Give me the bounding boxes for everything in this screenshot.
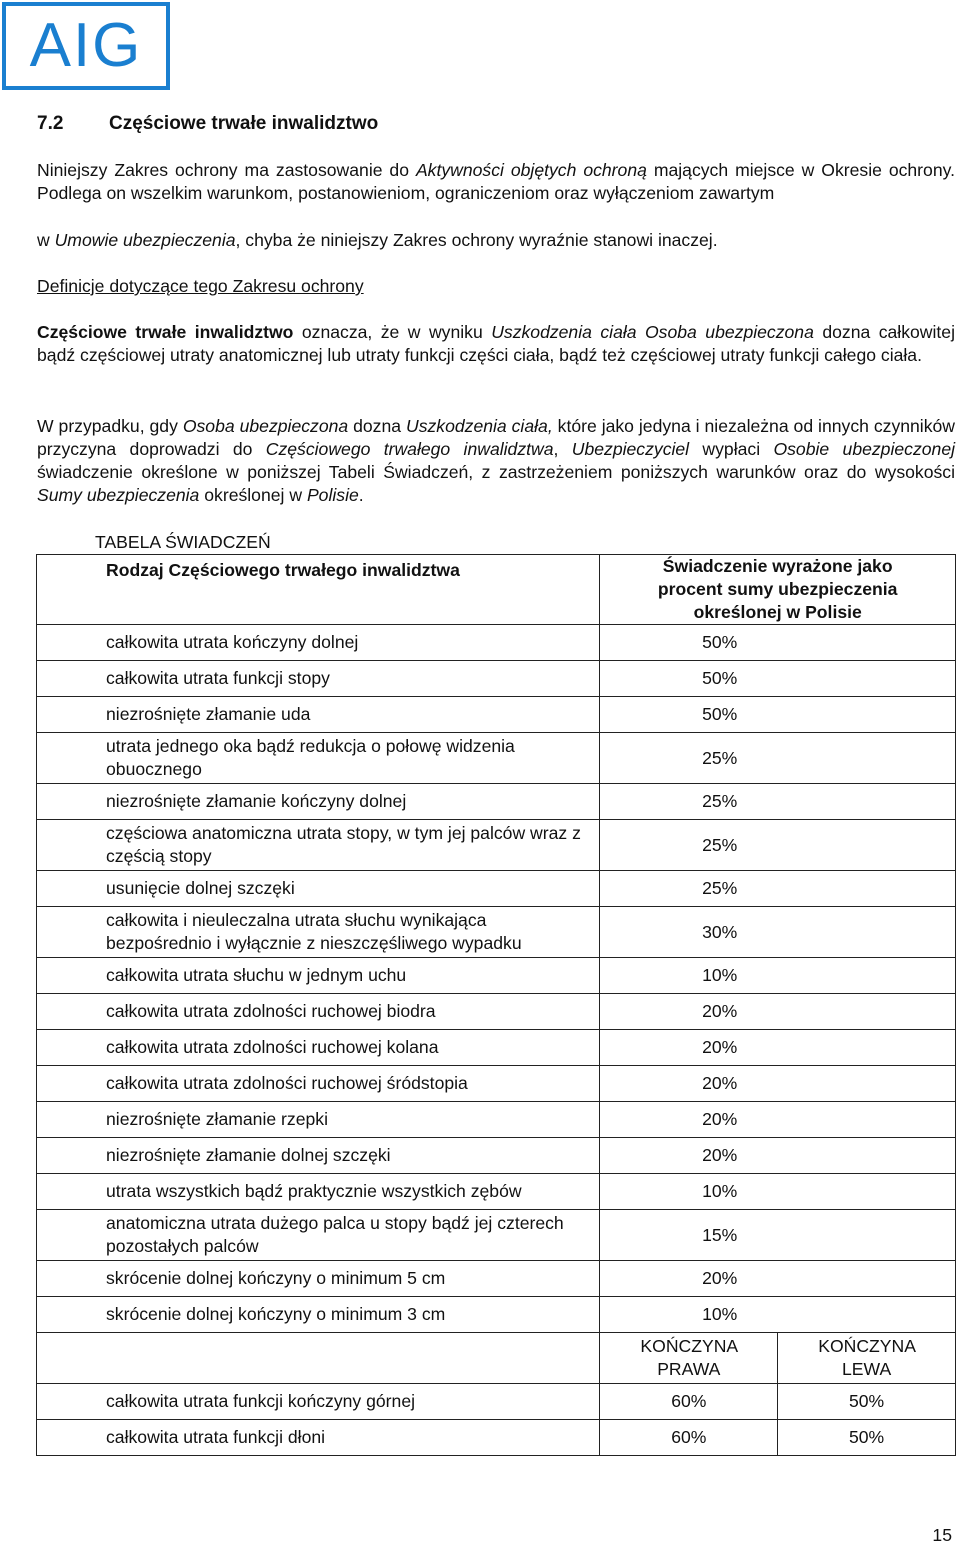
table-row (37, 958, 956, 994)
limb-row-left: 50% (778, 1384, 956, 1420)
table-row (37, 784, 956, 820)
row-label: częściowa anatomiczna utrata stopy, w tym jej palców wraz z częścią stopy (37, 820, 600, 871)
row-value: 50% (600, 661, 956, 697)
table-row (37, 661, 956, 697)
limb-row-label: całkowita utrata funkcji dłoni (37, 1420, 600, 1456)
intro-text-2: Aktywności objętych ochroną (415, 160, 647, 180)
limb-row (37, 1384, 956, 1420)
table-row (37, 907, 956, 958)
page-number: 15 (932, 1525, 952, 1545)
bp-f: Częściowego trwałego inwalidztwa (265, 439, 554, 459)
row-value: 25% (600, 784, 956, 820)
table-row (37, 1102, 956, 1138)
logo-text: AIG (29, 11, 143, 80)
row-value: 15% (600, 1210, 956, 1261)
intro-text-3: mających miejsce w Okresie ochrony. Podlega on wszelkim warunkom, postanowieniom, ograniczeniom oraz wyłączeniom zawartym (37, 160, 955, 203)
row-value: 20% (600, 1030, 956, 1066)
row-value: 20% (600, 1261, 956, 1297)
row-value: 50% (600, 697, 956, 733)
bp-d: Uszkodzenia ciała, (405, 416, 553, 436)
aig-logo (2, 2, 170, 90)
bp-n: Polisie (306, 485, 359, 505)
table-row (37, 1066, 956, 1102)
table-row (37, 1174, 956, 1210)
definitions-heading: Definicje dotyczące tego Zakresu ochrony (37, 276, 364, 296)
row-label: skrócenie dolnej kończyny o minimum 5 cm (37, 1261, 600, 1297)
row-label: niezrośnięte złamanie kończyny dolnej (37, 784, 600, 820)
benefit-paragraph (37, 415, 955, 507)
row-value: 20% (600, 1138, 956, 1174)
row-label: skrócenie dolnej kończyny o minimum 3 cm (37, 1297, 600, 1333)
bp-o: . (358, 485, 364, 505)
row-label: całkowita i nieuleczalna utrata słuchu wynikająca bezpośrednio i wyłącznie z nieszczęśliwego wypadku (37, 907, 600, 958)
intro-text-1: Niniejszy Zakres ochrony ma zastosowanie do (37, 160, 416, 180)
bp-m: określonej w (199, 485, 307, 505)
definition-term: Częściowe trwałe inwalidztwo (37, 322, 294, 342)
table-header-row (37, 555, 956, 625)
row-value: 25% (600, 820, 956, 871)
bp-c: dozna (348, 416, 406, 436)
row-label: niezrośnięte złamanie uda (37, 697, 600, 733)
definition-text-2: Uszkodzenia ciała Osoba ubezpieczona (491, 322, 814, 342)
limb-header-right: KOŃCZYNA PRAWA (600, 1333, 778, 1384)
row-label: całkowita utrata zdolności ruchowej kolana (37, 1030, 600, 1066)
table-row (37, 1030, 956, 1066)
limb-header-empty (37, 1333, 600, 1384)
section-title: Częściowe trwałe inwalidztwo (109, 113, 379, 134)
row-label: niezrośnięte złamanie dolnej szczęki (37, 1138, 600, 1174)
table-title: TABELA ŚWIADCZEŃ (95, 532, 271, 552)
row-value: 25% (600, 871, 956, 907)
row-label: całkowita utrata zdolności ruchowej śródstopia (37, 1066, 600, 1102)
bp-j: Osobie ubezpieczonej (773, 439, 956, 459)
intro-paragraph-2 (37, 229, 955, 252)
bp-l: Sumy ubezpieczenia (37, 485, 200, 505)
definition-paragraph (37, 321, 955, 367)
limb-row-left: 50% (778, 1420, 956, 1456)
table-row (37, 1261, 956, 1297)
row-value: 10% (600, 958, 956, 994)
row-label: całkowita utrata funkcji stopy (37, 661, 600, 697)
col2-header: Świadczenie wyrażone jako procent sumy ubezpieczenia określonej w Polisie (600, 555, 956, 625)
bp-k: świadczenie określone w poniższej Tabeli Świadczeń, z zastrzeżeniem poniższych warunków oraz do wysokości (37, 462, 955, 482)
table-row (37, 1210, 956, 1261)
intro-paragraph (37, 159, 955, 205)
table-row (37, 1297, 956, 1333)
row-value: 50% (600, 625, 956, 661)
row-value: 10% (600, 1174, 956, 1210)
limb-row-right: 60% (600, 1420, 778, 1456)
benefits-table (36, 554, 956, 1456)
row-value: 20% (600, 994, 956, 1030)
row-label: utrata wszystkich bądź praktycznie wszystkich zębów (37, 1174, 600, 1210)
limb-row (37, 1420, 956, 1456)
limb-row-right: 60% (600, 1384, 778, 1420)
table-row (37, 697, 956, 733)
bp-e: które jako jedyna i niezależna od innych czynników przyczyna doprowadzi do (37, 416, 956, 459)
section-heading (37, 113, 378, 135)
bp-b: Osoba ubezpieczona (182, 416, 349, 436)
table-row (37, 625, 956, 661)
definition-text-3: dozna całkowitej bądź częściowej utraty anatomicznej lub utraty funkcji części ciała, bądź też częściowej utraty funkcji całego ciała. (37, 322, 955, 365)
row-value: 20% (600, 1066, 956, 1102)
bp-i: wypłaci (689, 439, 774, 459)
row-label: utrata jednego oka bądź redukcja o połowę widzenia obuocznego (37, 733, 600, 784)
intro-text-6: , chyba że niniejszy Zakres ochrony wyraźnie stanowi inaczej. (235, 230, 718, 250)
table-row (37, 733, 956, 784)
row-label: całkowita utrata kończyny dolnej (37, 625, 600, 661)
table-row (37, 820, 956, 871)
row-label: usunięcie dolnej szczęki (37, 871, 600, 907)
col1-header: Rodzaj Częściowego trwałego inwalidztwa (37, 555, 600, 625)
section-number: 7.2 (37, 113, 64, 134)
limb-header-left: KOŃCZYNA LEWA (778, 1333, 956, 1384)
table-row (37, 994, 956, 1030)
bp-a: W przypadku, gdy (37, 416, 183, 436)
row-value: 30% (600, 907, 956, 958)
row-label: całkowita utrata zdolności ruchowej biodra (37, 994, 600, 1030)
row-value: 10% (600, 1297, 956, 1333)
intro-text-4: w (37, 230, 55, 250)
bp-h: Ubezpieczyciel (571, 439, 690, 459)
definition-text-1: oznacza, że w wyniku (293, 322, 492, 342)
limb-header-row (37, 1333, 956, 1384)
row-value: 25% (600, 733, 956, 784)
limb-row-label: całkowita utrata funkcji kończyny górnej (37, 1384, 600, 1420)
table-row (37, 871, 956, 907)
table-row (37, 1138, 956, 1174)
row-label: anatomiczna utrata dużego palca u stopy bądź jej czterech pozostałych palców (37, 1210, 600, 1261)
row-label: niezrośnięte złamanie rzepki (37, 1102, 600, 1138)
row-label: całkowita utrata słuchu w jednym uchu (37, 958, 600, 994)
intro-text-5: Umowie ubezpieczenia (54, 230, 236, 250)
row-value: 20% (600, 1102, 956, 1138)
bp-g: , (553, 439, 572, 459)
